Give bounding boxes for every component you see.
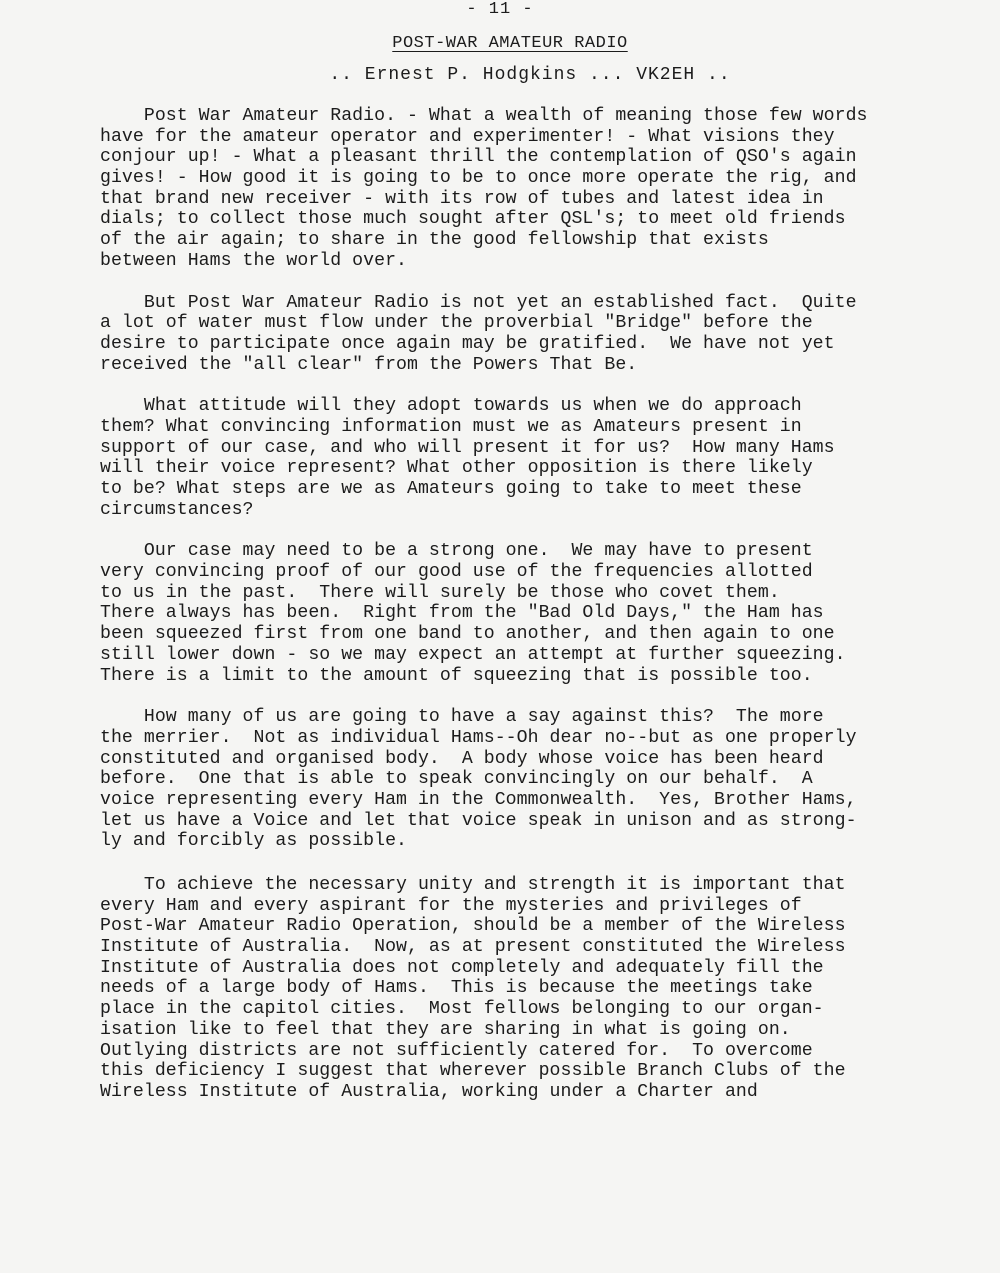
- text-line: Outlying districts are not sufficiently catered for. To overcome: [100, 1040, 813, 1061]
- text-line: this deficiency I suggest that wherever possible Branch Clubs of the: [100, 1061, 846, 1082]
- text-line: There is a limit to the amount of squeezing that is possible too.: [100, 665, 813, 686]
- text-line: Our case may need to be a strong one. We may have to present: [100, 541, 813, 562]
- text-line: ly and forcibly as possible.: [100, 831, 407, 852]
- text-line: How many of us are going to have a say against this? The more: [100, 707, 824, 728]
- text-line: between Hams the world over.: [100, 250, 407, 271]
- text-line: still lower down - so we may expect an attempt at further squeezing.: [100, 644, 846, 665]
- text-line: received the "all clear" from the Powers That Be.: [100, 354, 638, 375]
- text-line: Post War Amateur Radio. - What a wealth of meaning those few words: [100, 106, 868, 126]
- text-line: place in the capitol cities. Most fellows belonging to our organ-: [100, 999, 824, 1020]
- text-line: To achieve the necessary unity and strength it is important that: [100, 875, 846, 895]
- text-line: that brand new receiver - with its row of tubes and latest idea in: [100, 188, 824, 209]
- text-line: dials; to collect those much sought after QSL's; to meet old friends: [100, 209, 846, 230]
- text-line: needs of a large body of Hams. This is because the meetings take: [100, 978, 813, 999]
- article-title: POST-WAR AMATEUR RADIO: [392, 34, 628, 53]
- text-line: to us in the past. There will surely be those who covet them.: [100, 582, 780, 603]
- paragraph: [100, 106, 980, 272]
- text-line: Wireless Institute of Australia, working under a Charter and: [100, 1081, 758, 1102]
- paragraph: [100, 396, 980, 520]
- article-body: [100, 106, 980, 1124]
- paragraph: [100, 293, 980, 376]
- text-line: What attitude will they adopt towards us when we do approach: [100, 396, 802, 417]
- text-line: isation like to feel that they are sharing in what is going on.: [100, 1019, 791, 1040]
- text-line: been squeezed first from one band to another, and then again to one: [100, 624, 835, 645]
- text-line: gives! - How good it is going to be to once more operate the rig, and: [100, 168, 857, 189]
- text-line: a lot of water must flow under the proverbial "Bridge" before the: [100, 313, 813, 334]
- paragraph: [100, 875, 980, 1103]
- text-line: will their voice represent? What other opposition is there likely: [100, 458, 813, 479]
- text-line: desire to participate once again may be gratified. We have not yet: [100, 333, 835, 354]
- text-line: them? What convincing information must we as Amateurs present in: [100, 416, 802, 437]
- text-line: let us have a Voice and let that voice speak in unison and as strong-: [100, 810, 857, 831]
- text-line: conjour up! - What a pleasant thrill the contemplation of QSO's again: [100, 147, 857, 168]
- text-line: Post-War Amateur Radio Operation, should be a member of the Wireless: [100, 916, 846, 937]
- text-line: of the air again; to share in the good fellowship that exists: [100, 230, 769, 251]
- text-line: support of our case, and who will present it for us? How many Hams: [100, 437, 835, 458]
- text-line: the merrier. Not as individual Hams--Oh dear no--but as one properly: [100, 727, 857, 748]
- page-number: - 11 -: [466, 0, 534, 19]
- paragraph: [100, 541, 980, 686]
- text-line: There always has been. Right from the "Bad Old Days," the Ham has: [100, 603, 824, 624]
- text-line: But Post War Amateur Radio is not yet an established fact. Quite: [100, 292, 857, 313]
- text-line: every Ham and every aspirant for the mysteries and privileges of: [100, 895, 802, 916]
- text-line: have for the amateur operator and experimenter! - What visions they: [100, 126, 835, 147]
- text-line: very convincing proof of our good use of the frequencies allotted: [100, 562, 813, 583]
- text-line: Institute of Australia does not completely and adequately fill the: [100, 957, 824, 978]
- article-byline: .. Ernest P. Hodgkins ... VK2EH ..: [329, 65, 731, 85]
- text-line: Institute of Australia. Now, as at present constituted the Wireless: [100, 937, 846, 958]
- text-line: before. One that is able to speak convincingly on our behalf. A: [100, 769, 813, 790]
- text-line: to be? What steps are we as Amateurs going to take to meet these: [100, 479, 802, 499]
- text-line: voice representing every Ham in the Commonwealth. Yes, Brother Hams,: [100, 789, 857, 810]
- paragraph: [100, 707, 980, 852]
- text-line: circumstances?: [100, 499, 254, 520]
- text-line: constituted and organised body. A body whose voice has been heard: [100, 748, 824, 769]
